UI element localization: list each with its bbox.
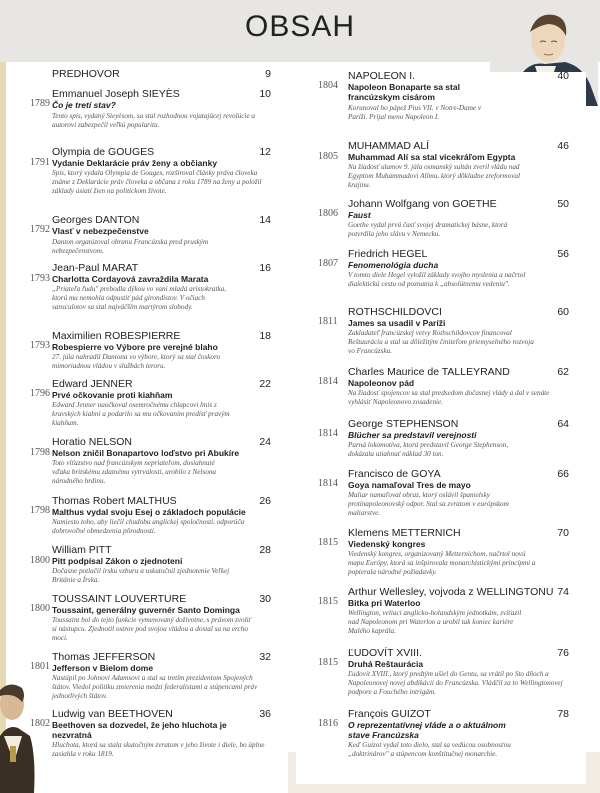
entry-headline: Goya namaľoval Tres de mayo <box>348 480 471 490</box>
entry-description: „Priateľa ľudu" prebodla dýkou vo vani mladá aristokratka, ktorú mu nemohla odpustiť pád girondistov. V očiach sansculotov sa stal najväčším martýrom slobody. <box>52 285 227 311</box>
entry-year: 1801 <box>30 661 50 672</box>
page-number: 36 <box>259 708 271 720</box>
entry-name: Charles Maurice de TALLEYRAND <box>348 366 510 378</box>
page-number: 28 <box>259 544 271 556</box>
entry-name: Jean-Paul MARAT <box>52 262 139 274</box>
page-number: 74 <box>557 586 569 598</box>
page-number: 26 <box>259 495 271 507</box>
entry-name: Klemens METTERNICH <box>348 527 461 539</box>
entry-description: Na žiadosť spojencov sa stal predsedom dočasnej vlády a dal v senáte vyhlásiť Napoleonovo zosadenie. <box>348 389 550 406</box>
entry-headline: Pitt podpísal Zákon o zjednotení <box>52 556 183 566</box>
entry-headline: Jefferson v Bielom dome <box>52 663 154 673</box>
entry-year: 1793 <box>30 273 50 284</box>
entry-headline: Muhammad Alí sa stal vicekráľom Egypta <box>348 152 516 162</box>
entry-year: 1798 <box>30 447 50 458</box>
entry-description: 27. júla nahradil Dantona vo výbore, ktorý sa stal čoskoro mimoriadnou vládou v službách teroru. <box>52 353 221 370</box>
entry-name: Johann Wolfgang von GOETHE <box>348 198 497 210</box>
entry-description: Namiesto toho, aby liečil chudobu anglickej spoločnosti, odporúča dobrovoľné obmedzenia pôrodnosti. <box>52 518 245 535</box>
entry-headline: Beethoven sa dozvedel, že jeho hluchota je nezvratná <box>52 720 227 740</box>
page-number: 70 <box>557 527 569 539</box>
entry-name: François GUIZOT <box>348 708 431 720</box>
page-number: 60 <box>557 306 569 318</box>
entry-name: Arthur Wellesley, vojvoda z WELLINGTONU <box>348 586 554 598</box>
entry-year: 1814 <box>318 478 338 489</box>
page-number: 66 <box>557 468 569 480</box>
entry-name: Thomas Robert MALTHUS <box>52 495 177 507</box>
page-number: 78 <box>557 708 569 720</box>
entry-headline: James sa usadil v Paríži <box>348 318 446 328</box>
entry-year: 1793 <box>30 340 50 351</box>
page-number: 46 <box>557 140 569 152</box>
entry-headline: Bitka pri Waterloo <box>348 598 421 608</box>
entry-headline: Prvé očkovanie proti kiahňam <box>52 390 173 400</box>
page-number: 24 <box>259 436 271 448</box>
entry-description: Keď Guizot vydal toto dielo, stal sa vedúcou osobnosťou „doktrinárov" a stúpencom konštitučnej monarchie. <box>348 741 511 758</box>
entry-description: Tento spis, vydaný Sieyèsom, sa stal rozhodnou vojatajúcej revolúcie a autorovi zabezpečil veľkú popularitu. <box>52 112 256 129</box>
entry-description: Zakladateľ francúzskej vetvy Rothschildovcov financoval Reštauráciu a stal sa dôležitým činiteľom priemyselného rozvoja vo Francúzsku. <box>348 329 534 355</box>
entry-name: ĽUDOVÍT XVIII. <box>348 647 422 659</box>
entry-name: George STEPHENSON <box>348 418 459 430</box>
entry-name: Maximilien ROBESPIERRE <box>52 330 181 342</box>
entry-description: Viedenský kongres, organizovaný Metternichom, načrtol novú mapu Európy, ktorá sa inšpirovala monarchistickými princípmi a popierala národné požiadavky. <box>348 550 536 576</box>
entry-headline: Blücher sa predstavil verejnosti <box>348 430 477 440</box>
entry-headline: Nelson zničil Bonapartovo loďstvo pri Abukíre <box>52 448 240 458</box>
entry-headline: O reprezentatívnej vláde a o aktuálnom stave Francúzska <box>348 720 506 740</box>
entry-name: Francisco de GOYA <box>348 468 441 480</box>
page-number: 56 <box>557 248 569 260</box>
page-number: 40 <box>557 70 569 82</box>
entry-name: PREDHOVOR <box>52 68 120 80</box>
entry-name: Thomas JEFFERSON <box>52 651 156 663</box>
entry-headline: Faust <box>348 210 371 220</box>
entry-headline: Malthus vydal svoju Esej o základoch populácie <box>52 507 246 517</box>
entry-headline: Toussaint, generálny guvernér Santo Dominga <box>52 605 240 615</box>
entry-description: Korunoval ho pápež Pius VII. v Notre-Dame v Paríži. Prijal meno Napoleon I. <box>348 104 482 121</box>
entry-description: Danton organizoval obranu Francúzska pred pruským nebezpečenstvom. <box>52 238 209 255</box>
entry-name: NAPOLEON I. <box>348 70 416 82</box>
entry-name: MUHAMMAD ALÍ <box>348 140 430 152</box>
entry-year: 1814 <box>318 376 338 387</box>
entry-year: 1805 <box>318 151 338 162</box>
entry-year: 1796 <box>30 388 50 399</box>
entry-name: Ludwig van BEETHOVEN <box>52 708 173 720</box>
entry-description: Goethe vydal prvú časť svojej dramatickej básne, ktorá potvrdila jeho slávu v Nemecku. <box>348 221 508 238</box>
entry-headline: Druhá Reštaurácia <box>348 659 424 669</box>
entry-year: 1798 <box>30 505 50 516</box>
entry-name: Emmanuel Joseph SIEYÈS <box>52 88 180 100</box>
entry-name: Olympia de GOUGES <box>52 146 155 158</box>
entry-description: Edward Jenner naočkoval osemročnému chlapcovi hnis z kravských kiahní a podarilo sa mu očkovaním predísť pravým kiahňam. <box>52 401 230 427</box>
entry-name: Friedrich HEGEL <box>348 248 428 260</box>
entry-year: 1811 <box>318 316 338 327</box>
page-number: 50 <box>557 198 569 210</box>
entry-headline: Robespierre vo Výbore pre verejné blaho <box>52 342 218 352</box>
entry-name: William PITT <box>52 544 112 556</box>
entry-headline: Viedenský kongres <box>348 539 426 549</box>
entry-description: Hluchota, ktorá sa stala skutočným zvratom v jeho živote i diele, bo úplne zasiahla v roku 1819. <box>52 741 265 758</box>
entry-headline: Charlotta Cordayová zavraždila Marata <box>52 274 209 284</box>
entry-description: Nastúpil po Johnovi Adamsovi a stal sa tretím prezidentom Spojených štátov. Viedol politiku zmierenia medzi federalistami a stúpencami práv jednotlivých štátov. <box>52 674 258 700</box>
entry-description: Ľudovít XVIII., ktorý predtým ušiel do Gentu, sa vrátil po Sto dňoch a Napoleonovej novej abdikácii do Francúzska. Vládčil za to Wellingtonovej podpore a Fouchého intrigám. <box>348 670 563 696</box>
page-title: OBSAH <box>244 10 356 43</box>
entry-year: 1802 <box>30 718 50 729</box>
beethoven-portrait-illustration <box>0 676 40 793</box>
entry-headline: Vlasť v nebezpečenstve <box>52 226 149 236</box>
entry-headline: Vydanie Deklarácie práv ženy a občianky <box>52 158 218 168</box>
entry-description: Na žiadosť ulamov 9. júla osmanský sultán zveril vládu nad Egyptom Muhammadovi Alímu, ktorý dôkladne zreformoval krajinu. <box>348 163 521 189</box>
entry-year: 1789 <box>30 98 50 109</box>
entry-year: 1814 <box>318 428 338 439</box>
entry-name: Edward JENNER <box>52 378 133 390</box>
entry-headline: Napoleonov pád <box>348 378 415 388</box>
page-number: 14 <box>259 214 271 226</box>
entry-year: 1815 <box>318 657 338 668</box>
entry-headline: Čo je tretí stav? <box>52 100 116 110</box>
entry-headline: Fenomenológia ducha <box>348 260 439 270</box>
page-number: 16 <box>259 262 271 274</box>
page-number: 62 <box>557 366 569 378</box>
entry-year: 1806 <box>318 208 338 219</box>
entry-year: 1815 <box>318 537 338 548</box>
page-number: 30 <box>259 593 271 605</box>
entry-description: V tomto diele Hegel vyložil základy svojho myslenia a načrtol dialektickú cestu od poznania k „absolútnemu vedeniu". <box>348 271 526 288</box>
page-number: 9 <box>265 68 271 80</box>
entry-description: Maliar namaľoval obraz, ktorý oslávil španielsky protinapoleonovský odpor. Stal sa zvratom v európskom maliarstve. <box>348 491 509 517</box>
page-number: 32 <box>259 651 271 663</box>
entry-description: Toto víťazstvo nad francúzskym nepriateľom, dosiahnuté vďaka britskému zdatnému vytrvalosti, urobilo z Nelsona národného hrdinu. <box>52 459 217 485</box>
entry-year: 1800 <box>30 555 50 566</box>
page-number: 18 <box>259 330 271 342</box>
entry-year: 1800 <box>30 603 50 614</box>
entry-description: Toussaint bol do tejto funkcie vymenovaný doživotne, s právom zvoliť si nástupcu. Zjednotil ostrov pod svojou vládou a dostal sa na ercho moci. <box>52 616 252 642</box>
entry-name: Horatio NELSON <box>52 436 132 448</box>
entry-name: TOUSSAINT LOUVERTURE <box>52 593 187 605</box>
entry-description: Spis, ktorý vydala Olympia de Gouges, rozširoval články práva človeka známe z Deklarácie práv človeka a občana z roku 1789 na ženy a položil základy úsiatí žien na politickom živote. <box>52 169 262 195</box>
page-number: 12 <box>259 146 271 158</box>
entry-description: Wellington, veliaci anglicko-holandským jednotkám, zvíťazil nad Napoleonom pri Waterloo a urobil tak koniec kariére Malého kaprála. <box>348 609 522 635</box>
entry-name: Georges DANTON <box>52 214 140 226</box>
entry-year: 1804 <box>318 80 338 91</box>
page-number: 10 <box>259 88 271 100</box>
entry-year: 1791 <box>30 157 50 168</box>
entry-headline: Napoleon Bonaparte sa stal francúzskym cisárom <box>348 82 460 102</box>
entry-year: 1816 <box>318 718 338 729</box>
page-number: 64 <box>557 418 569 430</box>
entry-year: 1807 <box>318 258 338 269</box>
entry-year: 1815 <box>318 596 338 607</box>
page-number: 76 <box>557 647 569 659</box>
entry-name: ROTHSCHILDOVCI <box>348 306 442 318</box>
entry-year: 1792 <box>30 224 50 235</box>
page-number: 22 <box>259 378 271 390</box>
entry-description: Dočasne potlačil írsku vzburu a uskutočnil zjednotenie Veľkej Británie a Írska. <box>52 567 230 584</box>
entry-description: Parná lokomotíva, ktorú predstavil George Stephenson, dokázala utiahnuť náklad 30 ton. <box>348 441 509 458</box>
